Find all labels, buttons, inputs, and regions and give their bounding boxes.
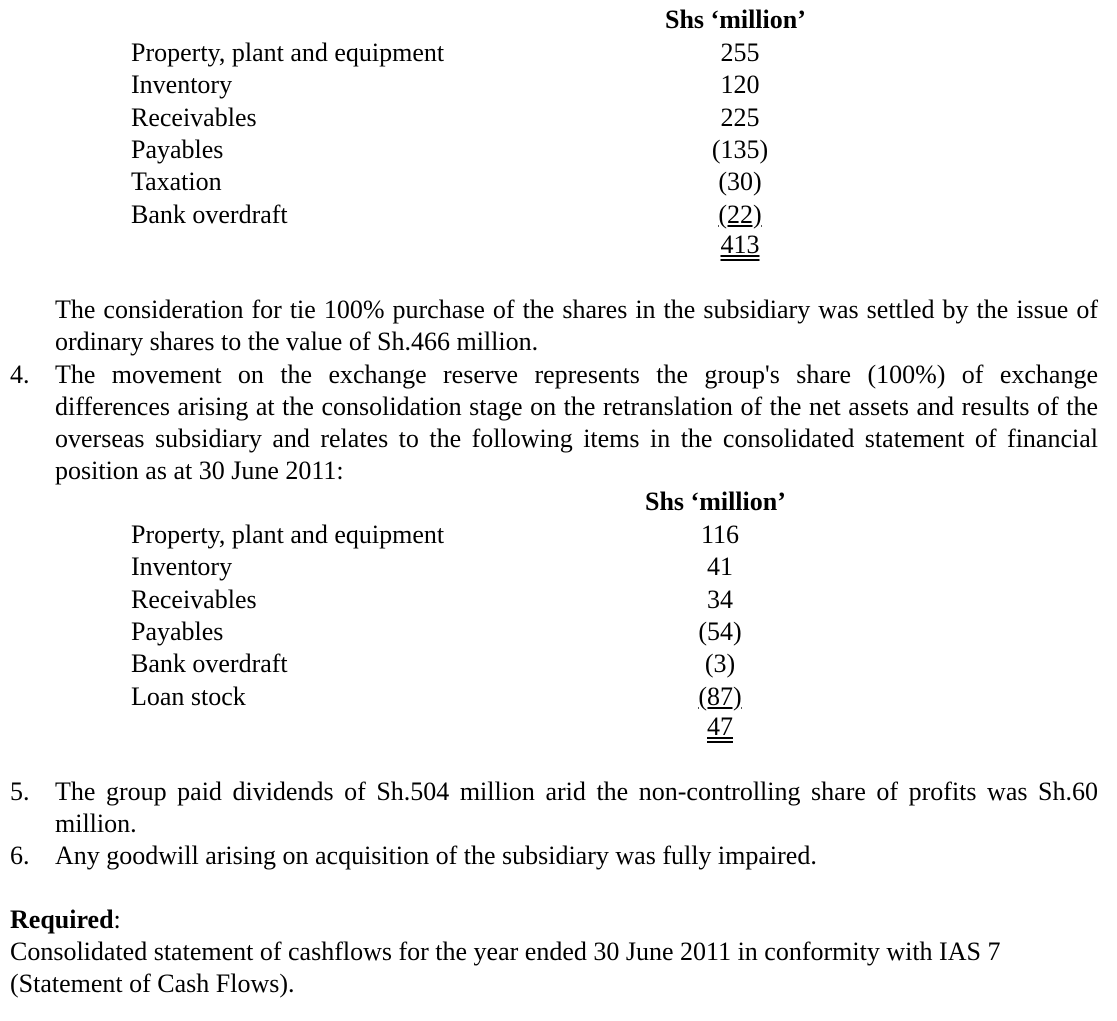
table-row-label: Receivables (131, 102, 257, 132)
table-row-label: Property, plant and equipment (131, 38, 445, 67)
table-row-label: Taxation (131, 167, 222, 197)
table-row-value: 41 (707, 552, 733, 582)
required-text: Consolidated statement of cashflows for the year ended 30 June 2011 in conformity with IAS 7 (Statement of Cash Flows). (10, 937, 1001, 998)
table-row-label: Loan stock (131, 681, 246, 711)
table-row-value: (87) (698, 681, 742, 711)
table-row-label: Bank overdraft (131, 199, 288, 229)
table-row-label: Receivables (131, 584, 257, 614)
table-row-value: 34 (707, 584, 733, 614)
table-row-value: (30) (718, 167, 762, 197)
table-row-value: (54) (698, 616, 742, 646)
item-4-text: The movement on the exchange reserve represents the group's share (100%) of exchange differences arising at the consolidation stage on the retranslation of the net assets and results of the overseas subsidiary and relates to the following items in the consolidated statement of financial position as at 30 June 2011: (55, 360, 1098, 485)
table2-header: Shs ‘million’ (645, 487, 786, 516)
required-label: Required (10, 905, 114, 934)
table-row-label: Payables (131, 134, 224, 164)
table-row-value: (135) (711, 134, 769, 164)
table-row-value: 116 (700, 520, 740, 549)
item-number: 5. (10, 777, 30, 806)
required-heading (10, 904, 121, 936)
item-number: 6. (10, 841, 30, 870)
item-6-text: Any goodwill arising on acquisition of the subsidiary was fully impaired. (55, 841, 817, 870)
table-row-value: 225 (720, 102, 760, 132)
table-row-value: (3) (704, 649, 736, 679)
table1-total: 413 (720, 230, 760, 259)
table-row-label: Inventory (131, 70, 233, 100)
required-colon: : (113, 905, 121, 934)
table1-header: Shs ‘million’ (665, 5, 806, 34)
table-row-value: (22) (718, 199, 762, 229)
table-row-value: 120 (720, 70, 760, 100)
table-row-label: Payables (131, 616, 224, 646)
table2-total: 47 (707, 712, 733, 741)
table-row-label: Bank overdraft (131, 649, 288, 679)
item-number: 4. (10, 360, 30, 389)
item-5-text: The group paid dividends of Sh.504 million arid the non-controlling share of profits was Sh.60 million. (55, 777, 1098, 838)
table-row-value: 255 (720, 38, 760, 67)
table-row-label: Inventory (131, 552, 233, 582)
paragraph-consideration: The consideration for tie 100% purchase of the shares in the subsidiary was settled by the issue of ordinary shares to the value of Sh.466 million. (55, 295, 1098, 356)
table-row-label: Property, plant and equipment (131, 520, 445, 549)
